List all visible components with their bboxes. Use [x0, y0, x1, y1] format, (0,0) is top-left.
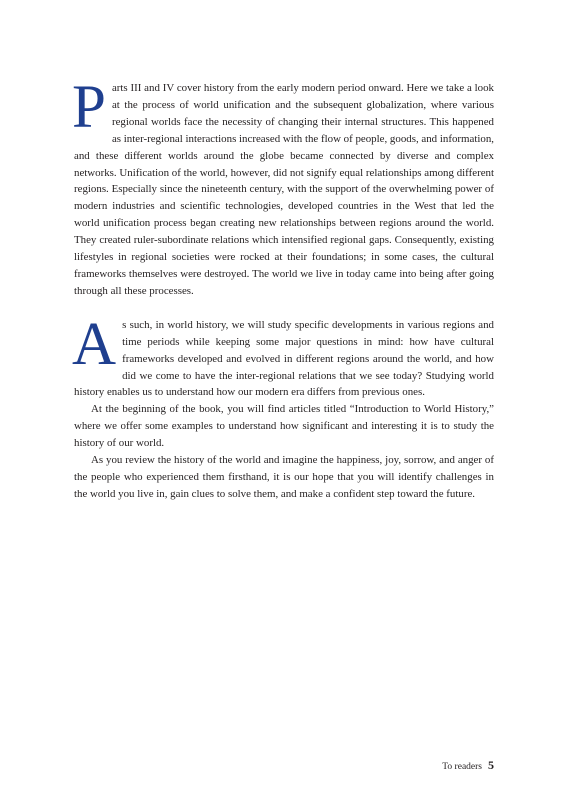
drop-cap-a: A: [72, 310, 117, 378]
paragraph-world-history-questions: [72, 310, 494, 402]
paragraph-text: s such, in world history, we will study specific developments in various regions and time periods while keeping some major questions in mind: how have cultural frameworks developed and evolved in different regions around the world, and how did we come to have the inter-regional relations that we see today? Studying world history enables us to understand how our modern era differs from previous ones.: [74, 318, 494, 399]
paragraph-closing-hope: As you review the history of the world and imagine the happiness, joy, sorrow, and anger of the people who experienced them firsthand, it is our hope that you will identify challenges in the world you live in, gain clues to solve them, and make a confident step toward the future.: [74, 454, 494, 500]
paragraph-parts-overview: [72, 74, 494, 300]
paragraph-introduction-articles: At the beginning of the book, you will find articles titled “Introduction to World History,” where we offer some examples to understand how significant and interesting it is to study the history of our world.: [74, 403, 494, 450]
drop-cap-p: P: [72, 74, 106, 141]
paragraph-text: arts III and IV cover history from the early modern period onward. Here we take a look at the process of world unification and the subsequent globalization, where various regional worlds face the necessity of changing their internal structures. This happened as inter-regional interactions increased with the flow of people, goods, and information, and these different worlds around the globe became connected by diverse and complex networks. Unification of the world, however, did not signify equal relationships among different regions. Especially since the nineteenth century, with the support of the overwhelming power of modern industries and scientific technologies, developed countries in the West that led the world unification process began creating new relationships between regions around the world. They created ruler-subordinate relations which intensified regional gaps. Consequently, existing lifestyles in regional societies were rocked at their foundations; in some cases, the cultural frameworks themselves were destroyed. The world we live in today came into being after going through all these processes.: [74, 82, 494, 297]
page-footer: [0, 758, 494, 773]
section-spacer: [74, 300, 494, 317]
footer-section-label: To readers: [442, 762, 482, 772]
page-body: [72, 74, 494, 503]
page-number: 5: [488, 758, 494, 772]
